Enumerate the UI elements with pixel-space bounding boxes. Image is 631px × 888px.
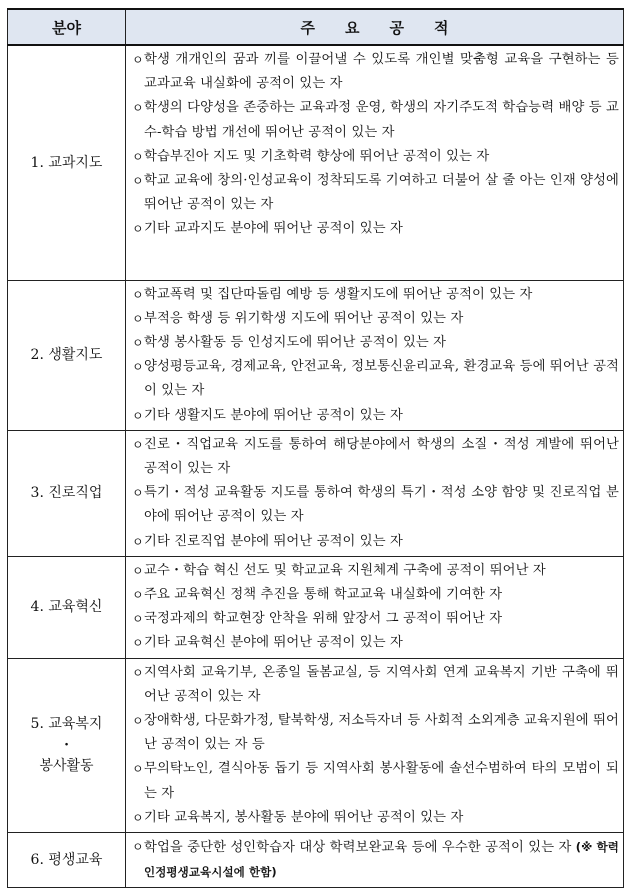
- achievement-cell: [126, 556, 624, 658]
- achievement-cell: [126, 280, 624, 430]
- list-item: ㅇ 기타 교육혁신 분야에 뛰어난 공적이 있는 자: [132, 631, 619, 655]
- list-item: ㅇ 학생 봉사활동 등 인성지도에 뛰어난 공적이 있는 자: [132, 331, 619, 355]
- table-row: [8, 556, 624, 658]
- achievement-cell: [126, 832, 624, 887]
- bullet-icon: ㅇ: [132, 587, 144, 602]
- bullet-icon: ㅇ: [132, 713, 144, 728]
- category-line: 5. 교육복지: [30, 716, 103, 733]
- table-row: [8, 45, 624, 280]
- bullet-icon: ㅇ: [132, 636, 144, 651]
- header-achievement: 주요공적: [126, 9, 624, 45]
- category-cell: 6. 평생교육: [8, 832, 126, 887]
- list-item: ㅇ 학생의 다양성을 존중하는 교육과정 운영, 학생의 자기주도적 학습능력 배양 등 교수-학습 방법 개선에 뛰어난 공적이 있는 자: [132, 96, 619, 144]
- bullet-icon: ㅇ: [132, 408, 144, 423]
- list-item: ㅇ 무의탁노인, 결식아동 돕기 등 지역사회 봉사활동에 솔선수범하여 타의 모범이 되는 자: [132, 757, 619, 805]
- bullet-icon: ㅇ: [132, 222, 144, 237]
- list-item: ㅇ 기타 교과지도 분야에 뛰어난 공적이 있는 자: [132, 217, 619, 241]
- header-row: [8, 9, 624, 45]
- list-item: ㅇ 지역사회 교육기부, 온종일 돌봄교실, 등 지역사회 연계 교육복지 기반 구축에 뛰어난 공적이 있는 자: [132, 661, 619, 709]
- bullet-icon: ㅇ: [132, 486, 144, 501]
- table-row: [8, 832, 624, 887]
- note-text: (※ 학력인정평생교육시설에 한함): [144, 839, 619, 880]
- achievement-cell: [126, 45, 624, 280]
- bullet-icon: ㅇ: [132, 311, 144, 326]
- bullet-icon: ㅇ: [132, 563, 144, 578]
- list-item: ㅇ 장애학생, 다문화가정, 탈북학생, 저소득자녀 등 사회적 소외계층 교육지원에 뛰어난 공적이 있는 자 등: [132, 709, 619, 757]
- list-item: [132, 835, 619, 885]
- bullet-icon: ㅇ: [132, 53, 144, 67]
- table-row: [8, 658, 624, 832]
- list-item: ㅇ 국정과제의 학교현장 안착을 위해 앞장서 그 공적이 뛰어난 자: [132, 607, 619, 631]
- list-item: ㅇ 학교폭력 및 집단따돌림 예방 등 생활지도에 뛰어난 공적이 있는 자: [132, 283, 619, 307]
- bullet-icon: ㅇ: [132, 174, 144, 189]
- bullet-icon: ㅇ: [132, 335, 144, 350]
- category-line: 봉사활동: [39, 758, 94, 775]
- category-cell: 1. 교과지도: [8, 45, 126, 280]
- table-row: [8, 430, 624, 556]
- list-item: ㅇ 주요 교육혁신 정책 추진을 통해 학교교육 내실화에 기여한 자: [132, 583, 619, 607]
- bullet-icon: ㅇ: [132, 810, 144, 825]
- category-separator: ·: [64, 737, 69, 754]
- bullet-icon: ㅇ: [132, 101, 144, 116]
- achievement-table: [7, 8, 624, 888]
- bullet-icon: ㅇ: [132, 360, 144, 375]
- category-cell: 3. 진로직업: [8, 430, 126, 556]
- bullet-icon: ㅇ: [132, 665, 144, 680]
- list-item: ㅇ 부적응 학생 등 위기학생 지도에 뛰어난 공적이 있는 자: [132, 307, 619, 331]
- bullet-icon: ㅇ: [132, 612, 144, 627]
- category-cell: 2. 생활지도: [8, 280, 126, 430]
- list-item: ㅇ 특기・적성 교육활동 지도를 통하여 학생의 특기・적성 소양 함양 및 진로직업 분야에 뛰어난 공적이 있는 자: [132, 481, 619, 529]
- table-row: [8, 280, 624, 430]
- list-item: ㅇ 학습부진아 지도 및 기초학력 향상에 뛰어난 공적이 있는 자: [132, 145, 619, 169]
- bullet-icon: ㅇ: [132, 437, 144, 452]
- list-item: ㅇ 기타 진로직업 분야에 뛰어난 공적이 있는 자: [132, 530, 619, 554]
- item-text: 학업을 중단한 성인학습자 대상 학력보완교육 등에 우수한 공적이 있는 자: [144, 839, 572, 855]
- category-cell: 4. 교육혁신: [8, 556, 126, 658]
- bullet-icon: ㅇ: [132, 762, 144, 777]
- bullet-icon: ㅇ: [132, 839, 144, 854]
- bullet-icon: ㅇ: [132, 287, 144, 302]
- list-item: ㅇ 양성평등교육, 경제교육, 안전교육, 정보통신윤리교육, 환경교육 등에 뛰어난 공적이 있는 자: [132, 355, 619, 403]
- list-item: ㅇ 기타 생활지도 분야에 뛰어난 공적이 있는 자: [132, 404, 619, 428]
- achievement-cell: [126, 658, 624, 832]
- bullet-icon: ㅇ: [132, 534, 144, 549]
- list-item: ㅇ 학교 교육에 창의·인성교육이 정착되도록 기여하고 더불어 살 줄 아는 인재 양성에 뛰어난 공적이 있는 자: [132, 169, 619, 217]
- header-category: 분야: [8, 9, 126, 45]
- achievement-cell: [126, 430, 624, 556]
- list-item: ㅇ 기타 교육복지, 봉사활동 분야에 뛰어난 공적이 있는 자: [132, 806, 619, 830]
- list-item: ㅇ 진로・직업교육 지도를 통하여 해당분야에서 학생의 소질・적성 계발에 뛰어난 공적이 있는 자: [132, 433, 619, 481]
- category-cell: [8, 658, 126, 832]
- list-item: ㅇ 교수・학습 혁신 선도 및 학교교육 지원체계 구축에 공적이 뛰어난 자: [132, 559, 619, 583]
- list-item: ㅇ 학생 개개인의 꿈과 끼를 이끌어낼 수 있도록 개인별 맞춤형 교육을 구현하는 등 교과교육 내실화에 공적이 있는 자: [132, 48, 619, 96]
- bullet-icon: ㅇ: [132, 149, 144, 164]
